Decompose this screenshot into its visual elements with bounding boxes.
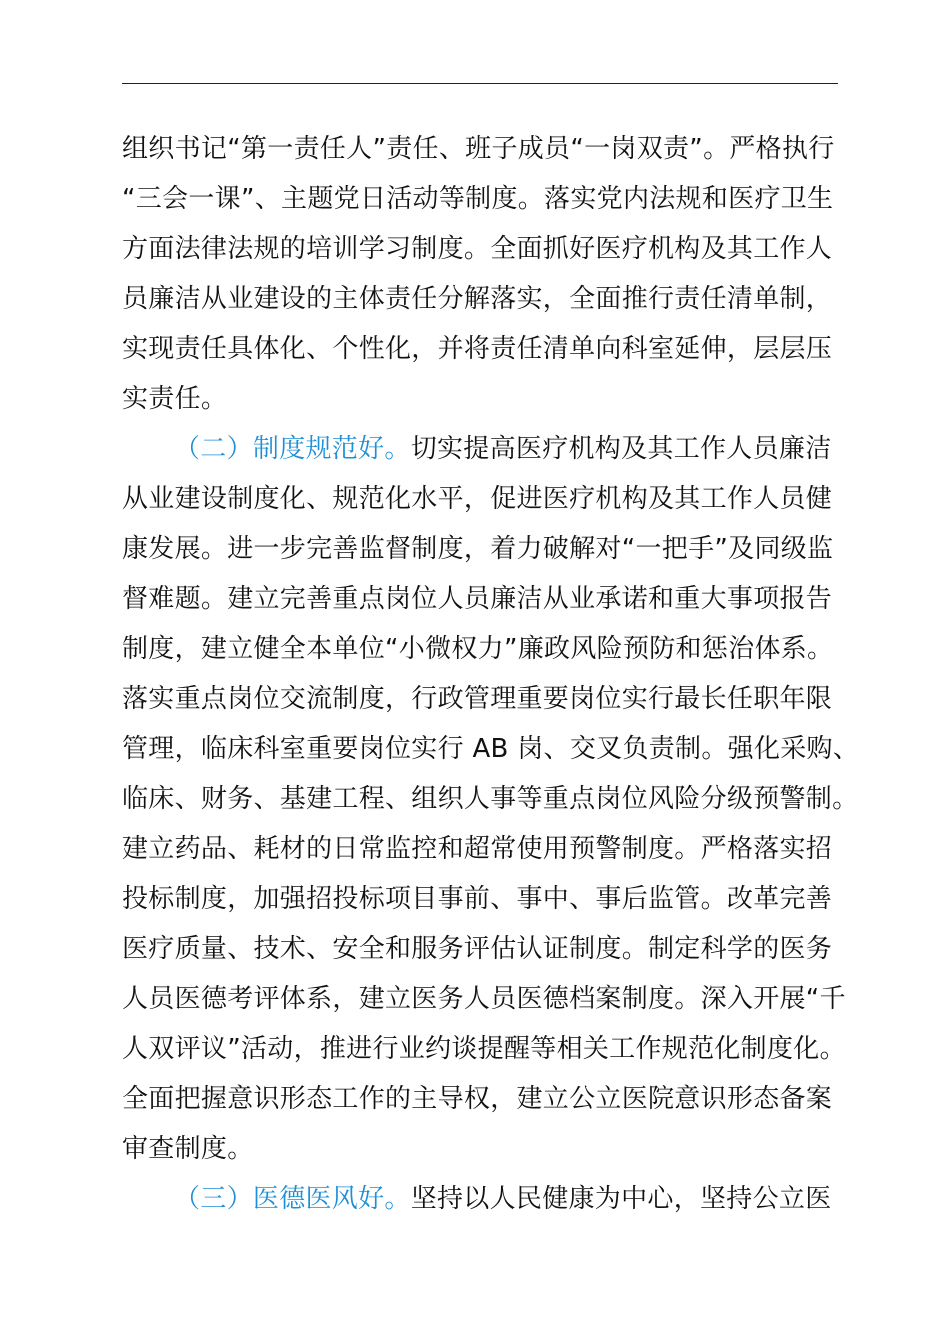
- text-line: 方面法律法规的培训学习制度。全面抓好医疗机构及其工作人: [122, 234, 833, 264]
- text-line: 人员医德考评体系，建立医务人员医德档案制度。深入开展“千: [122, 984, 846, 1014]
- text-line: 建立药品、耗材的日常监控和超常使用预警制度。严格落实招: [122, 834, 833, 864]
- text-line: 人双评议”活动，推进行业约谈提醒等相关工作规范化制度化。: [122, 1034, 846, 1064]
- text-line: 全面把握意识形态工作的主导权，建立公立医院意识形态备案: [122, 1084, 833, 1114]
- text-line: 管理，临床科室重要岗位实行 AB 岗、交叉负责制。强化采购、: [122, 734, 860, 764]
- paragraph-first-line: [122, 424, 842, 474]
- text-line: 投标制度，加强招投标项目事前、事中、事后监管。改革完善: [122, 884, 833, 914]
- text-line: 实责任。: [122, 384, 228, 414]
- document-body: [122, 124, 860, 1224]
- text-line: 落实重点岗位交流制度，行政管理重要岗位实行最长任职年限: [122, 684, 833, 714]
- text-line: 督难题。建立完善重点岗位人员廉洁从业承诺和重大事项报告: [122, 584, 833, 614]
- text-line: 临床、财务、基建工程、组织人事等重点岗位风险分级预警制。: [122, 784, 859, 814]
- text-line: 实现责任具体化、个性化，并将责任清单向科室延伸，层层压: [122, 334, 833, 364]
- text-line: 组织书记“第一责任人”责任、班子成员“一岗双责”。严格执行: [122, 134, 835, 164]
- text-line: 审查制度。: [122, 1134, 254, 1164]
- section-heading: （三）医德医风好。: [174, 1184, 411, 1214]
- text-line: 康发展。进一步完善监督制度，着力破解对“一把手”及同级监: [122, 534, 834, 564]
- text-span: 坚持以人民健康为中心，坚持公立医: [410, 1184, 832, 1214]
- paragraph-first-line: [122, 1174, 842, 1224]
- text-line: 员廉洁从业建设的主体责任分解落实，全面推行责任清单制，: [122, 284, 833, 314]
- section-heading: （二）制度规范好。: [174, 434, 411, 464]
- header-rule: [122, 83, 838, 84]
- text-line: 从业建设制度化、规范化水平，促进医疗机构及其工作人员健: [122, 484, 833, 514]
- text-line: “三会一课”、主题党日活动等制度。落实党内法规和医疗卫生: [122, 184, 834, 214]
- text-span: 切实提高医疗机构及其工作人员廉洁: [410, 434, 832, 464]
- text-line: 医疗质量、技术、安全和服务评估认证制度。制定科学的医务: [122, 934, 833, 964]
- text-line: 制度，建立健全本单位“小微权力”廉政风险预防和惩治体系。: [122, 634, 834, 664]
